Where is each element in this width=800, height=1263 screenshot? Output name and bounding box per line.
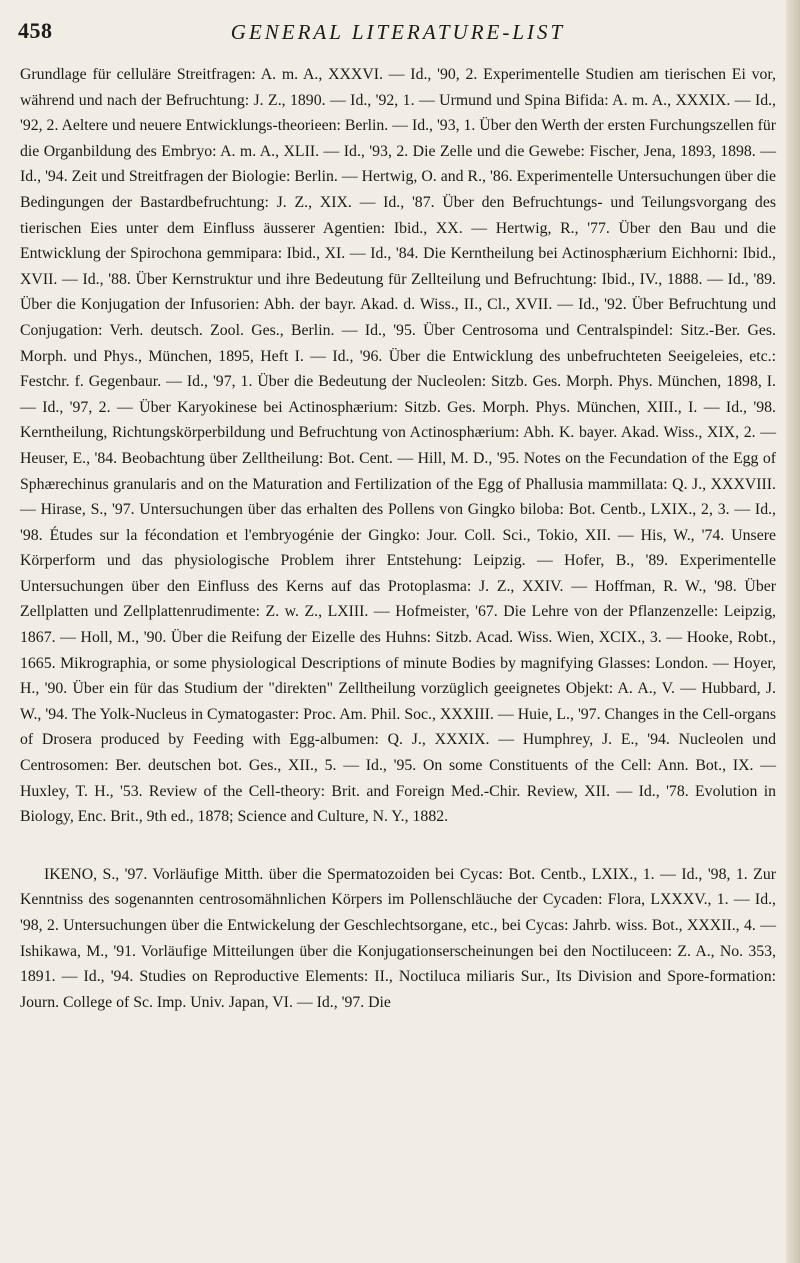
running-title: GENERAL LITERATURE-LIST (230, 20, 566, 44)
bibliography-paragraph-h: Grundlage für celluläre Streitfragen: A. m. A., XXXVI. — Id., '90, 2. Experimentelle Studien am tierischen Ei vor, während und nach der Befruchtung: J. Z., 1890. — Id., '92, 1. — Urmund und Spina Bifida: A. m. A., XXXIX. — Id., '92, 2. Aeltere und neuere Entwicklungs-theorieen: Berlin. — Id., '93, 1. Über den Werth der ersten Furchungszellen für die Organbildung des Embryo: A. m. A., XLII. — Id., '93, 2. Die Zelle und die Gewebe: Fischer, Jena, 1893, 1898. — Id., '94. Zeit und Streitfragen der Biologie: Berlin. — Hertwig, O. and R., '86. Experimentelle Untersuchungen über die Bedingungen der Bastardbefruchtung: J. Z., XIX. — Id., '87. Über den Befruchtungs- und Teilungsvorgang des tierischen Eies unter dem Einfluss äusserer Agentien: Ibid., XX. — Hertwig, R., '77. Über den Bau und die Entwicklung der Spirochona gemmipara: Ibid., XI. — Id., '84. Die Kerntheilung bei Actinosphærium Eichhorni: Ibid., XVII. — Id., '88. Über Kernstruktur und ihre Bedeutung für Zellteilung und Befruchtung: Ibid., IV., 1888. — Id., '89. Über die Konjugation der Infusorien: Abh. der bayr. Akad. d. Wiss., II., Cl., XVII. — Id., '92. Über Befruchtung und Conjugation: Verh. deutsch. Zool. Ges., Berlin. — Id., '95. Über Centrosoma und Centralspindel: Sitz.-Ber. Ges. Morph. und Phys., München, 1895, Heft I. — Id., '96. Über die Entwicklung des unbefruchteten Seeigeleies, etc.: Festchr. f. Gegenbaur. — Id., '97, 1. Über die Bedeutung der Nucleolen: Sitzb. Ges. Morph. Phys. München, 1898, I. — Id., '97, 2. — Über Karyokinese bei Actinosphærium: Sitzb. Ges. Morph. Phys. München, XIII., I. — Id., '98. Kerntheilung, Richtungskörperbildung und Befruchtung von Actinosphærium: Abh. K. bayer. Akad. Wiss., XIX, 2. — Heuser, E., '84. Beobachtung über Zelltheilung: Bot. Cent. — Hill, M. D., '95. Notes on the Fecundation of the Egg of Sphærechinus granularis and on the Maturation and Fertilization of the Egg of Phallusia mammillata: Q. J., XXXVIII. — Hirase, S., '97. Untersuchungen über das erhalten des Pollens von Gingko biloba: Bot. Centb., LXIX., 2, 3. — Id., '98. Études sur la fécondation et l'embryogénie der Gingko: Jour. Coll. Sci., Tokio, XII. — His, W., '74. Unsere Körperform und das physiologische Problem ihrer Entstehung: Leipzig. — Hofer, B., '89. Experimentelle Untersuchungen über den Einfluss des Kerns auf das Protoplasma: J. Z., XXIV. — Hoffman, R. W., '98. Über Zellplatten und Zellplattenrudimente: Z. w. Z., LXIII. — Hofmeister, '67. Die Lehre von der Pflanzenzelle: Leipzig, 1867. — Holl, M., '90. Über die Reifung der Eizelle des Huhns: Sitzb. Acad. Wiss. Wien, XCIX., 3. — Hooke, Robt., 1665. Mikrographia, or some physiological Descriptions of minute Bodies by magnifying Glasses: London. — Hoyer, H., '90. Über ein für das Studium der "direkten" Zelltheilung vorzüglich geeignetes Objekt: A. A., V. — Hubbard, J. W., '94. The Yolk-Nucleus in Cymatogaster: Proc. Am. Phil. Soc., XXXIII. — Huie, L., '97. Changes in the Cell-organs of Drosera produced by Feeding with Egg-albumen: Q. J., XXXIX. — Humphrey, J. E., '94. Nucleolen und Centrosomen: Ber. deutschen bot. Ges., XII., 5. — Id., '95. On some Constituents of the Cell: Ann. Bot., IX. — Huxley, T. H., '53. Review of the Cell-theory: Brit. and Foreign Med.-Chir. Review, XII. — Id., '78. Evolution in Biology, Enc. Brit., 9th ed., 1878; Science and Culture, N. Y., 1882. (20, 66, 777, 826)
page-number: 458 (18, 18, 53, 43)
page-header (18, 18, 778, 58)
page-edge (786, 0, 800, 1263)
bibliography-paragraph-i: IKENO, S., '97. Vorläufige Mitth. über die Spermatozoiden bei Cycas: Bot. Centb., LXIX., 1. — Id., '98, 1. Zur Kenntniss des sogenannten centrosomähnlichen Körpers im Pollenschläuche der Cycaden: Flora, LXXXV., 1. — Id., '98, 2. Untersuchungen über die Entwickelung der Geschlechtsorgane, etc., bei Cycas: Jahrb. wiss. Bot., XXXII., 4. — Ishikawa, M., '91. Vorläufige Mitteilungen über die Konjugationserscheinungen bei den Noctiluceen: Z. A., No. 353, 1891. — Id., '94. Studies on Reproductive Elements: II., Noctiluca miliaris Sur., Its Division and Spore-formation: Journ. College of Sc. Imp. Univ. Japan, VI. — Id., '97. Die (20, 865, 776, 1011)
bibliography-body (20, 62, 776, 1015)
